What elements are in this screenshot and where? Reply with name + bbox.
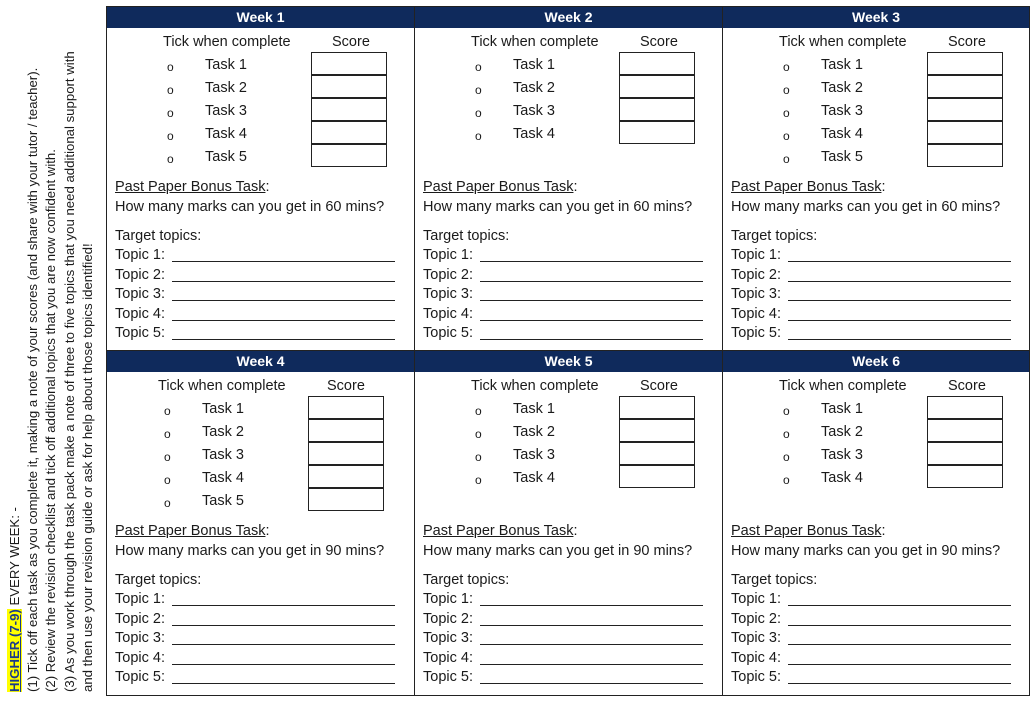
topic-row xyxy=(115,286,395,305)
score-box[interactable] xyxy=(927,98,1003,121)
topic-row xyxy=(115,267,395,286)
target-topics-heading: Target topics: xyxy=(423,572,510,588)
topic-label: Topic 2: xyxy=(423,266,473,283)
topic-label: Topic 5: xyxy=(423,669,473,686)
topic-label: Topic 5: xyxy=(115,669,165,686)
score-header: Score xyxy=(332,34,370,50)
score-box[interactable] xyxy=(311,52,387,75)
topic-label: Topic 3: xyxy=(423,630,473,647)
bonus-task-label: Past Paper Bonus Task: xyxy=(423,179,578,195)
topic-write-line[interactable] xyxy=(788,320,1011,321)
score-header: Score xyxy=(640,378,678,394)
topic-label: Topic 4: xyxy=(423,305,473,322)
tick-circle-icon[interactable]: o xyxy=(783,450,790,464)
topic-write-line[interactable] xyxy=(172,261,395,262)
score-box[interactable] xyxy=(927,419,1003,442)
score-box[interactable] xyxy=(619,465,695,488)
topic-label: Topic 3: xyxy=(115,286,165,303)
score-box[interactable] xyxy=(927,52,1003,75)
topic-row xyxy=(731,650,1011,669)
task-label: Task 2 xyxy=(513,80,555,96)
score-box[interactable] xyxy=(619,121,695,144)
tick-header: Tick when complete xyxy=(158,378,286,394)
tick-circle-icon[interactable]: o xyxy=(167,106,174,120)
tick-circle-icon[interactable]: o xyxy=(783,106,790,120)
week-title: Week 6 xyxy=(723,351,1029,372)
topic-write-line[interactable] xyxy=(172,664,395,665)
bonus-question: How many marks can you get in 60 mins? xyxy=(731,199,1001,215)
topic-label: Topic 2: xyxy=(423,610,473,627)
score-box[interactable] xyxy=(619,419,695,442)
task-label: Task 4 xyxy=(205,126,247,142)
topic-label: Topic 1: xyxy=(423,247,473,263)
score-box[interactable] xyxy=(311,75,387,98)
topic-row xyxy=(423,611,703,630)
score-header: Score xyxy=(948,378,986,394)
task-label: Task 1 xyxy=(821,57,863,73)
topic-label: Topic 5: xyxy=(731,325,781,342)
task-label: Task 2 xyxy=(821,80,863,96)
task-row xyxy=(723,470,1029,493)
topic-write-line[interactable] xyxy=(172,320,395,321)
week-title: Week 1 xyxy=(107,7,414,28)
task-label: Task 4 xyxy=(513,126,555,142)
topic-write-line[interactable] xyxy=(480,644,703,645)
task-label: Task 4 xyxy=(821,126,863,142)
task-row xyxy=(723,149,1029,172)
task-row xyxy=(415,126,722,149)
topic-row xyxy=(731,267,1011,286)
bonus-task-label: Past Paper Bonus Task: xyxy=(115,179,270,195)
score-box[interactable] xyxy=(619,98,695,121)
tick-circle-icon[interactable]: o xyxy=(167,83,174,97)
tick-circle-icon[interactable]: o xyxy=(783,129,790,143)
score-box[interactable] xyxy=(927,144,1003,167)
task-label: Task 3 xyxy=(821,447,863,463)
week-card xyxy=(107,351,415,695)
task-label: Task 2 xyxy=(202,424,244,440)
topic-row xyxy=(423,669,703,688)
tick-header: Tick when complete xyxy=(471,378,599,394)
task-row xyxy=(415,470,722,493)
topic-write-line[interactable] xyxy=(788,261,1011,262)
score-box[interactable] xyxy=(619,75,695,98)
topic-write-line[interactable] xyxy=(788,281,1011,282)
tick-header: Tick when complete xyxy=(779,378,907,394)
topic-write-line[interactable] xyxy=(172,300,395,301)
topic-row xyxy=(115,306,395,325)
instruction-line: and then use your revision guide or ask for help about those topics identified! xyxy=(79,243,95,692)
score-box[interactable] xyxy=(308,419,384,442)
instructions-heading: HIGHER (7-9) EVERY WEEK: - xyxy=(7,507,22,692)
weekly-tracker-grid xyxy=(106,6,1030,696)
bonus-question: How many marks can you get in 60 mins? xyxy=(115,199,385,215)
topic-label: Topic 2: xyxy=(115,610,165,627)
score-box[interactable] xyxy=(619,442,695,465)
topic-label: Topic 2: xyxy=(731,266,781,283)
tick-circle-icon[interactable]: o xyxy=(783,473,790,487)
topic-write-line[interactable] xyxy=(172,281,395,282)
score-box[interactable] xyxy=(927,442,1003,465)
topic-label: Topic 1: xyxy=(731,247,781,263)
topic-write-line[interactable] xyxy=(480,281,703,282)
topic-label: Topic 5: xyxy=(731,669,781,686)
tick-circle-icon[interactable]: o xyxy=(475,473,482,487)
task-row xyxy=(107,149,414,172)
topic-row xyxy=(115,591,395,610)
task-label: Task 5 xyxy=(202,493,244,509)
task-label: Task 3 xyxy=(513,447,555,463)
topic-row xyxy=(731,611,1011,630)
bonus-task-label: Past Paper Bonus Task: xyxy=(115,523,270,539)
week-title: Week 5 xyxy=(415,351,722,372)
week-card xyxy=(723,351,1029,695)
week-title: Week 4 xyxy=(107,351,414,372)
topic-label: Topic 2: xyxy=(115,266,165,283)
score-header: Score xyxy=(327,378,365,394)
topic-row xyxy=(731,591,1011,610)
target-topics-heading: Target topics: xyxy=(423,228,510,244)
bonus-task-label: Past Paper Bonus Task: xyxy=(731,179,886,195)
tick-circle-icon[interactable]: o xyxy=(475,404,482,418)
topic-row xyxy=(115,630,395,649)
topic-write-line[interactable] xyxy=(788,625,1011,626)
topic-write-line[interactable] xyxy=(788,683,1011,684)
score-box[interactable] xyxy=(308,396,384,419)
topic-label: Topic 3: xyxy=(423,286,473,303)
topic-label: Topic 4: xyxy=(423,649,473,666)
task-label: Task 1 xyxy=(821,401,863,417)
score-box[interactable] xyxy=(308,442,384,465)
tick-circle-icon[interactable]: o xyxy=(164,404,171,418)
topic-row xyxy=(423,267,703,286)
topic-label: Topic 4: xyxy=(115,649,165,666)
topic-label: Topic 3: xyxy=(731,630,781,647)
score-box[interactable] xyxy=(308,488,384,511)
score-box[interactable] xyxy=(927,75,1003,98)
topic-label: Topic 4: xyxy=(731,649,781,666)
topic-write-line[interactable] xyxy=(788,605,1011,606)
target-topics-heading: Target topics: xyxy=(731,572,818,588)
topic-write-line[interactable] xyxy=(480,605,703,606)
tick-circle-icon[interactable]: o xyxy=(475,106,482,120)
bonus-question: How many marks can you get in 60 mins? xyxy=(423,199,693,215)
topic-write-line[interactable] xyxy=(788,300,1011,301)
task-label: Task 5 xyxy=(821,149,863,165)
topic-write-line[interactable] xyxy=(480,261,703,262)
topic-write-line[interactable] xyxy=(480,683,703,684)
tick-circle-icon[interactable]: o xyxy=(475,83,482,97)
tick-circle-icon[interactable]: o xyxy=(164,450,171,464)
topic-row xyxy=(423,630,703,649)
score-box[interactable] xyxy=(927,121,1003,144)
topic-write-line[interactable] xyxy=(480,300,703,301)
week-card xyxy=(415,351,723,695)
score-box[interactable] xyxy=(927,465,1003,488)
topic-label: Topic 4: xyxy=(115,305,165,322)
task-label: Task 3 xyxy=(202,447,244,463)
topic-label: Topic 5: xyxy=(115,325,165,342)
instructions-panel xyxy=(2,6,102,696)
level-highlight: HIGHER (7-9) xyxy=(7,609,22,692)
topic-row xyxy=(731,630,1011,649)
bonus-question: How many marks can you get in 90 mins? xyxy=(115,543,385,559)
topic-row xyxy=(731,286,1011,305)
topic-write-line[interactable] xyxy=(172,644,395,645)
topic-row xyxy=(115,650,395,669)
score-box[interactable] xyxy=(619,52,695,75)
instruction-line: (1) Tick off each task as you complete it, making a note of your scores (and share with your tutor / teacher). xyxy=(25,67,41,692)
topic-row xyxy=(423,286,703,305)
task-label: Task 1 xyxy=(202,401,244,417)
topic-label: Topic 3: xyxy=(731,286,781,303)
topic-write-line[interactable] xyxy=(788,664,1011,665)
topic-row xyxy=(731,669,1011,688)
topic-label: Topic 1: xyxy=(115,591,165,607)
week-card xyxy=(723,7,1029,351)
instruction-line: (2) Review the revision checklist and tick off additional topics that you are now confident with. xyxy=(43,149,59,692)
task-label: Task 4 xyxy=(513,470,555,486)
task-label: Task 3 xyxy=(821,103,863,119)
topic-row xyxy=(423,325,703,344)
task-row xyxy=(107,493,414,516)
score-header: Score xyxy=(948,34,986,50)
task-label: Task 5 xyxy=(205,149,247,165)
topic-row xyxy=(423,306,703,325)
task-label: Task 2 xyxy=(821,424,863,440)
topic-label: Topic 2: xyxy=(731,610,781,627)
target-topics-heading: Target topics: xyxy=(115,572,202,588)
topic-label: Topic 1: xyxy=(731,591,781,607)
tick-circle-icon[interactable]: o xyxy=(475,427,482,441)
score-box[interactable] xyxy=(311,98,387,121)
tick-circle-icon[interactable]: o xyxy=(783,83,790,97)
tick-circle-icon[interactable]: o xyxy=(164,496,171,510)
score-box[interactable] xyxy=(311,144,387,167)
tick-circle-icon[interactable]: o xyxy=(475,129,482,143)
tick-header: Tick when complete xyxy=(471,34,599,50)
bonus-question: How many marks can you get in 90 mins? xyxy=(423,543,693,559)
tick-circle-icon[interactable]: o xyxy=(475,60,482,74)
task-label: Task 2 xyxy=(205,80,247,96)
week-card xyxy=(107,7,415,351)
task-label: Task 1 xyxy=(513,401,555,417)
topic-label: Topic 4: xyxy=(731,305,781,322)
topic-row xyxy=(115,611,395,630)
bonus-task-label: Past Paper Bonus Task: xyxy=(731,523,886,539)
week-title: Week 3 xyxy=(723,7,1029,28)
tick-circle-icon[interactable]: o xyxy=(783,404,790,418)
task-label: Task 1 xyxy=(513,57,555,73)
topic-write-line[interactable] xyxy=(788,644,1011,645)
task-label: Task 1 xyxy=(205,57,247,73)
topic-row xyxy=(115,247,395,266)
task-label: Task 2 xyxy=(513,424,555,440)
week-card xyxy=(415,7,723,351)
tick-header: Tick when complete xyxy=(779,34,907,50)
task-label: Task 3 xyxy=(513,103,555,119)
topic-row xyxy=(115,669,395,688)
topic-write-line[interactable] xyxy=(172,339,395,340)
score-box[interactable] xyxy=(308,465,384,488)
topic-write-line[interactable] xyxy=(480,664,703,665)
topic-label: Topic 1: xyxy=(115,247,165,263)
tick-circle-icon[interactable]: o xyxy=(783,60,790,74)
score-header: Score xyxy=(640,34,678,50)
topic-row xyxy=(731,247,1011,266)
tick-circle-icon[interactable]: o xyxy=(167,152,174,166)
topic-write-line[interactable] xyxy=(480,320,703,321)
topic-row xyxy=(423,247,703,266)
topic-label: Topic 5: xyxy=(423,325,473,342)
topic-label: Topic 3: xyxy=(115,630,165,647)
tick-circle-icon[interactable]: o xyxy=(164,427,171,441)
week-title: Week 2 xyxy=(415,7,722,28)
score-box[interactable] xyxy=(311,121,387,144)
topic-row xyxy=(423,650,703,669)
bonus-task-label: Past Paper Bonus Task: xyxy=(423,523,578,539)
topic-write-line[interactable] xyxy=(788,339,1011,340)
topic-label: Topic 1: xyxy=(423,591,473,607)
task-label: Task 4 xyxy=(202,470,244,486)
topic-write-line[interactable] xyxy=(172,605,395,606)
tick-header: Tick when complete xyxy=(163,34,291,50)
target-topics-heading: Target topics: xyxy=(731,228,818,244)
topic-write-line[interactable] xyxy=(480,339,703,340)
tick-circle-icon[interactable]: o xyxy=(783,152,790,166)
topic-row xyxy=(115,325,395,344)
topic-write-line[interactable] xyxy=(480,625,703,626)
tick-circle-icon[interactable]: o xyxy=(167,129,174,143)
tick-circle-icon[interactable]: o xyxy=(167,60,174,74)
tick-circle-icon[interactable]: o xyxy=(475,450,482,464)
bonus-question: How many marks can you get in 90 mins? xyxy=(731,543,1001,559)
tick-circle-icon[interactable]: o xyxy=(164,473,171,487)
task-label: Task 4 xyxy=(821,470,863,486)
tick-circle-icon[interactable]: o xyxy=(783,427,790,441)
topic-write-line[interactable] xyxy=(172,683,395,684)
target-topics-heading: Target topics: xyxy=(115,228,202,244)
topic-row xyxy=(423,591,703,610)
topic-write-line[interactable] xyxy=(172,625,395,626)
score-box[interactable] xyxy=(927,396,1003,419)
topic-row xyxy=(731,325,1011,344)
task-label: Task 3 xyxy=(205,103,247,119)
score-box[interactable] xyxy=(619,396,695,419)
instruction-line: (3) As you work through the task pack make a note of three to five topics that you need additional support with xyxy=(61,51,77,692)
topic-row xyxy=(731,306,1011,325)
